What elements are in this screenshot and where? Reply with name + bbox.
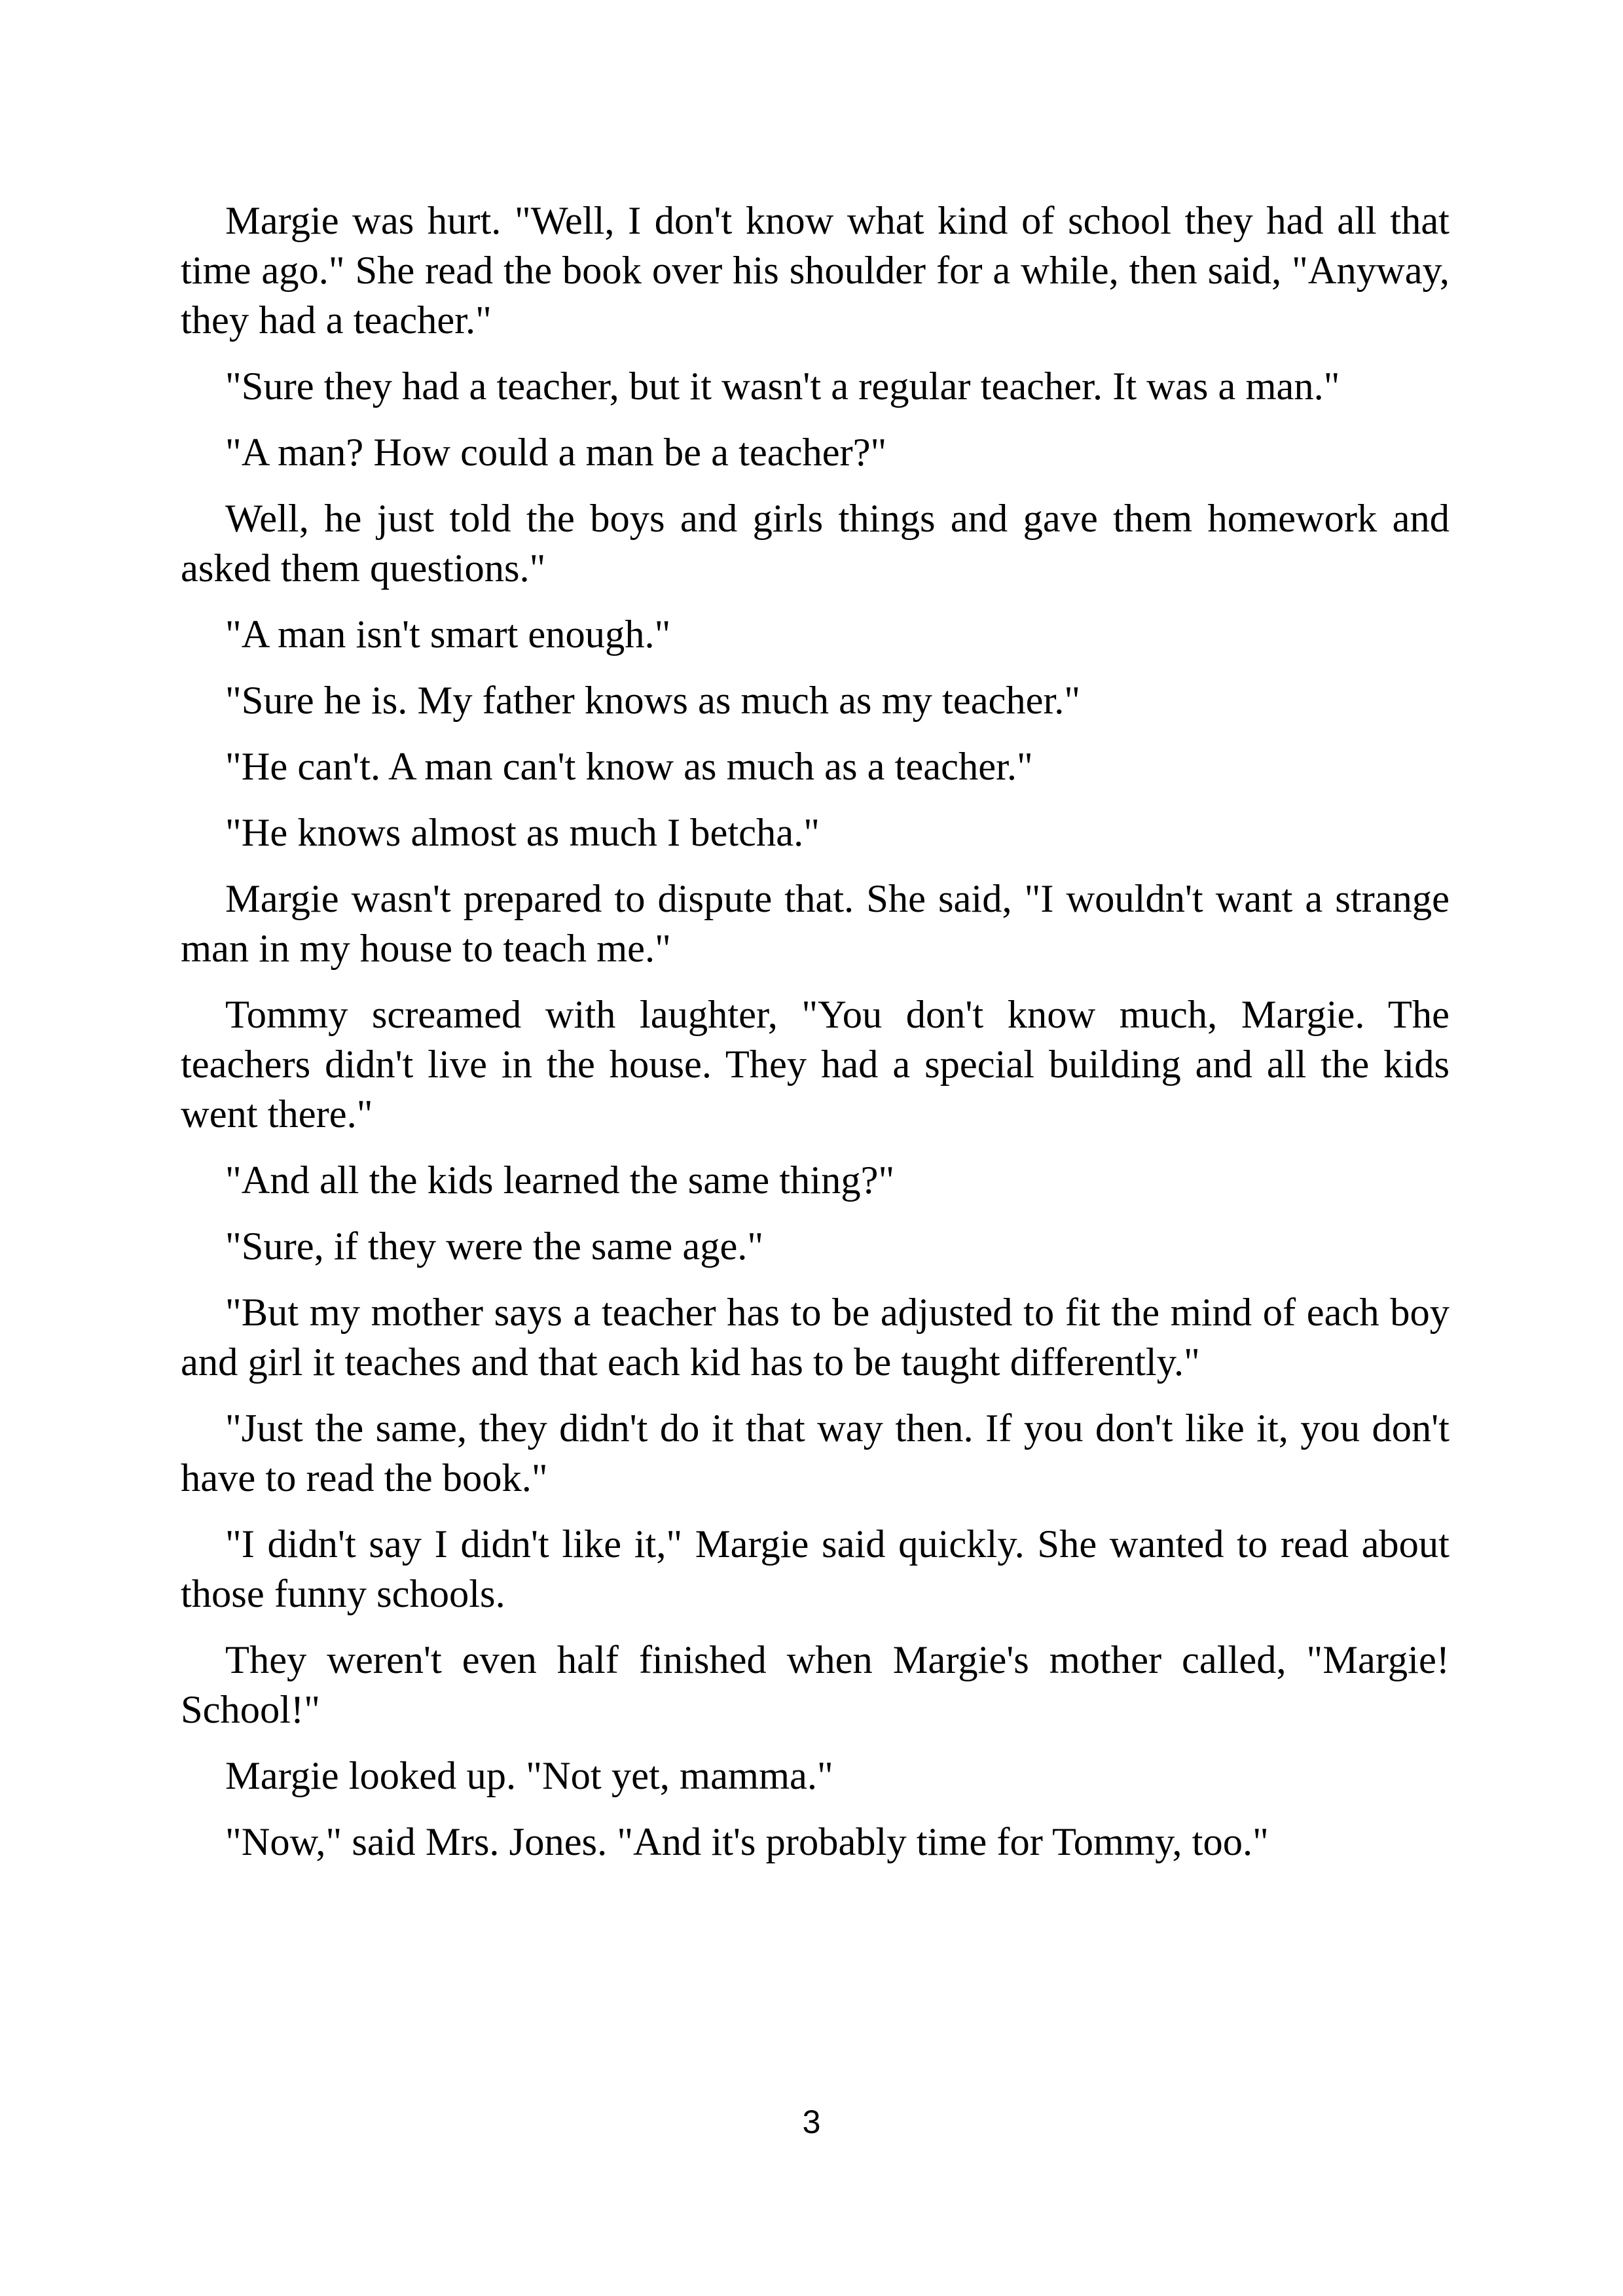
paragraph-1: Margie was hurt. "Well, I don't know what kind of school they had all that time ago." She read the book over his shoulder for a while, then said, "Anyway, they had a teacher." (181, 199, 1450, 342)
paragraph-10: Tommy screamed with laughter, "You don't know much, Margie. The teachers didn't live in the house. They had a special building and all the kids went there." (181, 993, 1450, 1136)
paragraph-2: "Sure they had a teacher, but it wasn't a regular teacher. It was a man." (225, 365, 1340, 408)
paragraph-13: "But my mother says a teacher has to be adjusted to fit the mind of each boy and girl it teaches and that each kid has to be taught differently." (181, 1291, 1450, 1384)
page-number: 3 (802, 2104, 821, 2140)
paragraph-15: "I didn't say I didn't like it," Margie said quickly. She wanted to read about those funny schools. (181, 1522, 1450, 1616)
paragraph-12: "Sure, if they were the same age." (225, 1225, 764, 1268)
paragraph-5: "A man isn't smart enough." (225, 613, 671, 656)
story-text-body (181, 196, 1450, 1884)
paragraph-11: "And all the kids learned the same thing?" (225, 1158, 895, 1202)
paragraph-7: "He can't. A man can't know as much as a teacher." (225, 745, 1033, 789)
paragraph-3: "A man? How could a man be a teacher?" (225, 431, 887, 475)
paragraph-18: "Now," said Mrs. Jones. "And it's probably time for Tommy, too." (225, 1820, 1269, 1864)
paragraph-8: "He knows almost as much I betcha." (225, 811, 820, 855)
paragraph-17: Margie looked up. "Not yet, mamma." (225, 1754, 833, 1798)
paragraph-14: "Just the same, they didn't do it that way then. If you don't like it, you don't have to read the book." (181, 1407, 1450, 1500)
paragraph-4: Well, he just told the boys and girls things and gave them homework and asked them questions." (181, 497, 1450, 590)
paragraph-16: They weren't even half finished when Margie's mother called, "Margie! School!" (181, 1638, 1450, 1732)
paragraph-9: Margie wasn't prepared to dispute that. She said, "I wouldn't want a strange man in my house to teach me." (181, 877, 1450, 971)
paragraph-6: "Sure he is. My father knows as much as my teacher." (225, 679, 1081, 723)
